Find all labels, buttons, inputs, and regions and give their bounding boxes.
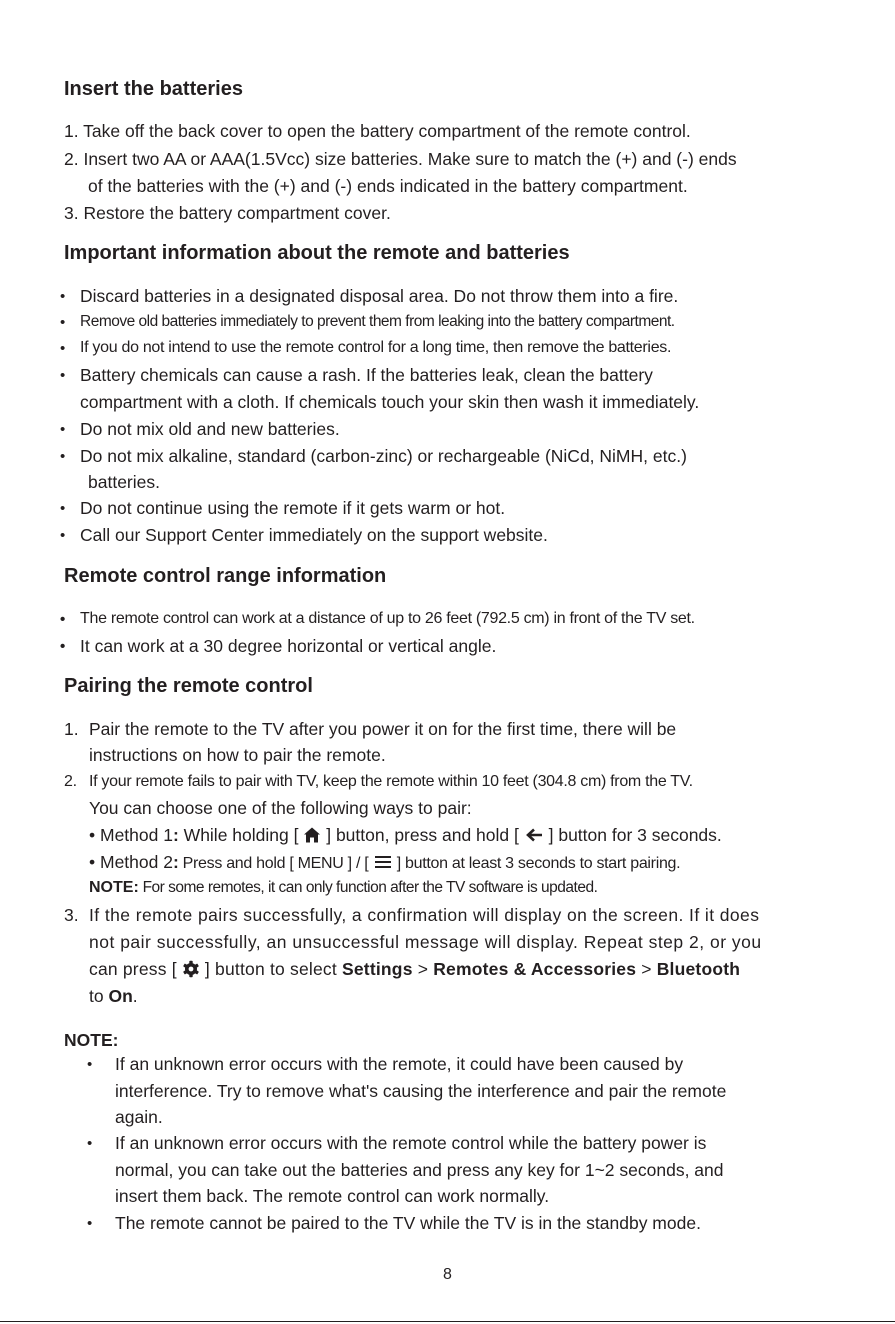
note-item-1-cont-2: again. [115, 1107, 163, 1127]
insert-step-1: 1. Take off the back cover to open the battery compartment of the remote control. [64, 121, 691, 141]
bluetooth-label: Bluetooth [656, 959, 741, 979]
step-3-text-a: can press [ [89, 959, 177, 979]
pairing-step-2: If your remote fails to pair with TV, keep the remote within 10 feet (304.8 cm) from the TV. [89, 773, 693, 790]
bullet: • [60, 421, 66, 438]
heading-note: NOTE: [64, 1030, 119, 1050]
method-1-text-b: ] button, press and hold [ [326, 825, 519, 845]
pairing-method-2 [89, 851, 680, 875]
note-item-2: If an unknown error occurs with the remote control while the battery power is [115, 1133, 707, 1153]
bullet: • [60, 611, 66, 628]
bullet: • [87, 1215, 93, 1232]
bullet: • [60, 638, 66, 655]
heading-important-info: Important information about the remote and batteries [64, 242, 570, 264]
pairing-step-3-cont-1: not pair successfully, an unsuccessful message will display. Repeat step 2, or you [89, 932, 762, 952]
pairing-step-1-cont: instructions on how to pair the remote. [89, 745, 386, 765]
info-item-3: If you do not intend to use the remote control for a long time, then remove the batteries. [80, 339, 672, 356]
bullet: • [60, 340, 66, 357]
info-item-7: Do not continue using the remote if it gets warm or hot. [80, 498, 506, 518]
info-item-6: Do not mix alkaline, standard (carbon-zinc) or rechargeable (NiCd, NiMH, etc.) [80, 446, 687, 466]
heading-insert-batteries: Insert the batteries [64, 78, 243, 100]
info-item-6-cont: batteries. [88, 472, 160, 492]
range-item-1: The remote control can work at a distance of up to 26 feet (792.5 cm) in front of the TV set. [80, 610, 695, 627]
method-1-colon: : [172, 825, 179, 845]
insert-step-3: 3. Restore the battery compartment cover. [64, 203, 391, 223]
insert-step-2-cont: of the batteries with the (+) and (-) ends indicated in the battery compartment. [88, 176, 688, 196]
settings-menu-label: Settings [342, 959, 413, 979]
info-item-8: Call our Support Center immediately on the support website. [80, 525, 548, 545]
bullet: • [60, 314, 66, 331]
method-1-text-c: ] button for 3 seconds. [548, 825, 722, 845]
info-item-5: Do not mix old and new batteries. [80, 419, 340, 439]
note-item-1: If an unknown error occurs with the remote, it could have been caused by [115, 1054, 684, 1074]
on-label: On [108, 986, 133, 1006]
pairing-step-3: If the remote pairs successfully, a confirmation will display on the screen. If it does [89, 905, 760, 925]
step-3-text-b: ] button to select [204, 959, 337, 979]
pairing-step-1: Pair the remote to the TV after you power it on for the first time, there will be [89, 719, 677, 739]
note-item-2-cont-2: insert them back. The remote control can work normally. [115, 1186, 550, 1206]
menu-icon [373, 853, 393, 871]
breadcrumb-separator: > [641, 959, 652, 979]
method-1-text-a: While holding [ [183, 825, 299, 845]
insert-step-2: 2. Insert two AA or AAA(1.5Vcc) size batteries. Make sure to match the (+) and (-) ends [64, 149, 737, 169]
bullet: • [60, 527, 66, 544]
info-item-4: Battery chemicals can cause a rash. If the batteries leak, clean the battery [80, 365, 653, 385]
pairing-num-1: 1. [64, 719, 79, 739]
heading-pairing: Pairing the remote control [64, 675, 313, 697]
pairing-note [89, 877, 597, 899]
info-item-1: Discard batteries in a designated disposal area. Do not throw them into a fire. [80, 286, 679, 306]
gear-icon [182, 960, 200, 978]
bullet: • [60, 448, 66, 465]
step-3-period: . [132, 986, 138, 1006]
method-1-prefix: • Method 1 [89, 825, 173, 845]
bullet: • [87, 1135, 93, 1152]
bullet: • [60, 367, 66, 384]
range-item-2: It can work at a 30 degree horizontal or vertical angle. [80, 636, 497, 656]
pairing-step-2-cont: You can choose one of the following ways to pair: [89, 798, 472, 818]
step-3-text-to: to [89, 986, 104, 1006]
breadcrumb-separator: > [417, 959, 429, 979]
method-2-text-b: ] button at least 3 seconds to start pairing. [396, 855, 681, 872]
info-item-4-cont: compartment with a cloth. If chemicals touch your skin then wash it immediately. [80, 392, 700, 412]
bullet: • [60, 500, 66, 517]
heading-range-info: Remote control range information [64, 565, 387, 587]
bullet: • [87, 1056, 93, 1073]
page-number: 8 [443, 1266, 452, 1283]
pairing-method-1 [89, 824, 722, 846]
pairing-step-3-cont-3 [89, 985, 138, 1007]
note-item-3: The remote cannot be paired to the TV while the TV is in the standby mode. [115, 1213, 701, 1233]
bullet: • [60, 288, 66, 305]
pairing-note-text: For some remotes, it can only function after the TV software is updated. [142, 879, 598, 896]
remotes-accessories-label: Remotes & Accessories [433, 959, 637, 979]
pairing-step-3-cont-2 [89, 958, 740, 980]
back-arrow-icon [524, 826, 544, 844]
method-2-prefix: • Method 2 [89, 852, 173, 872]
pairing-num-2: 2. [64, 773, 77, 790]
home-icon [303, 826, 321, 844]
pairing-num-3: 3. [64, 905, 79, 925]
info-item-2: Remove old batteries immediately to prevent them from leaking into the battery compartment. [80, 313, 675, 330]
page-bottom-rule [0, 1321, 895, 1322]
note-item-2-cont-1: normal, you can take out the batteries and press any key for 1~2 seconds, and [115, 1160, 724, 1180]
note-item-1-cont-1: interference. Try to remove what's causing the interference and pair the remote [115, 1081, 727, 1101]
pairing-note-label: NOTE: [89, 879, 139, 896]
method-2-text-a: Press and hold [ MENU ] / [ [182, 855, 369, 872]
method-2-colon: : [172, 852, 179, 872]
